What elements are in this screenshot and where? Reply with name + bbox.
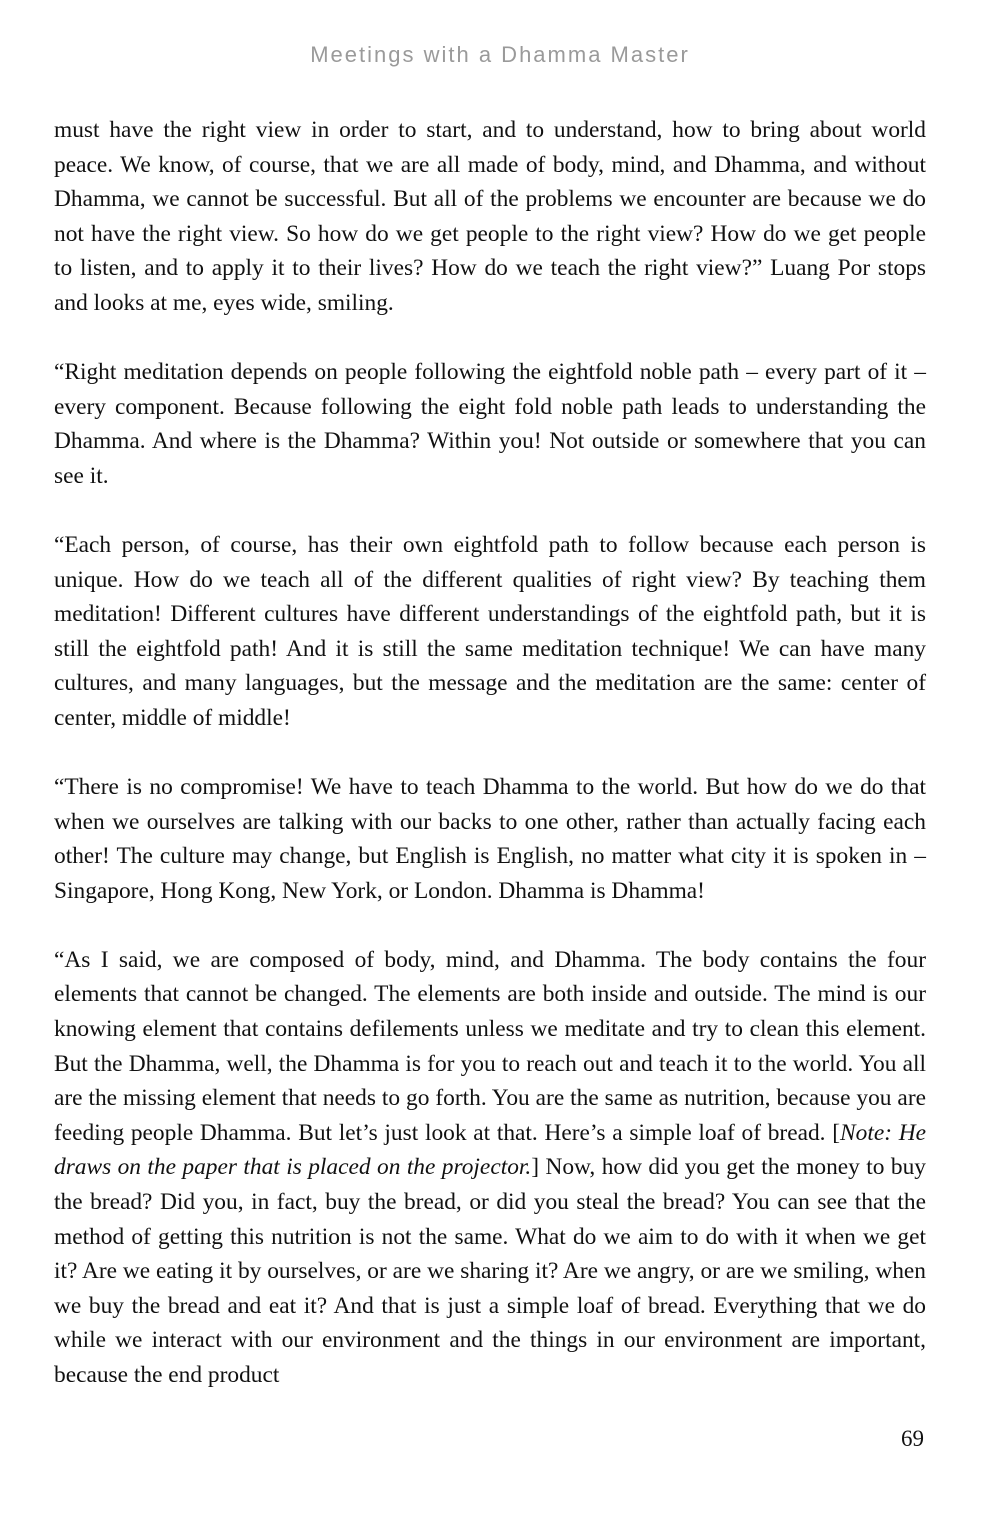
paragraph: “Right meditation depends on people following the eightfold noble path – every part of it – every component. Because following the eight fold noble path leads to understanding the Dhamma. And where is the Dhamma? Within you! Not outside or somewhere that you can see it.	[54, 359, 926, 489]
page-body	[54, 113, 926, 1393]
paragraph: “Each person, of course, has their own eightfold path to follow because each person is unique. How do we teach all of the different qualities of right view? By teaching them meditation! Different cultures have different understandings of the eightfold path, but it is still the eightfold path! And it is still the same meditation technique! We can have many cultures, and many languages, but the message and the meditation are the same: center of center, middle of middle!	[54, 531, 926, 731]
paragraph: must have the right view in order to start, and to understand, how to bring about world peace. We know, of course, that we are all made of body, mind, and Dhamma, and without Dhamma, we cannot be successful. But all of the problems we encounter are because we do not have the right view. So how do we get people to the right view? How do we get people to listen, and to apply it to their lives? How do we teach the right view?” Luang Por stops and looks at me, eyes wide, smiling.	[54, 117, 926, 316]
editorial-note: Note: He draws on the paper that is placed on the projector.	[54, 1119, 926, 1181]
note-bracket-close: ]	[531, 1154, 540, 1181]
page-number: 69	[901, 1426, 924, 1451]
paragraph: “There is no compromise! We have to teach Dhamma to the world. But how do we do that when we ourselves are talking with our backs to one other, rather than actually facing each other! The culture may change, but English is English, no matter what city it is spoken in – Singapore, Hong Kong, New York, or London. Dhamma is Dhamma!	[54, 774, 926, 904]
paragraph	[54, 943, 926, 1393]
note-bracket-open: [	[832, 1119, 841, 1146]
paragraph-text: Now, how did you get the money to buy the bread? Did you, in fact, buy the bread, or did you steal the bread? You can see that the method of getting this nutrition is not the same. What do we aim to do with it when we get it? Are we eating it by ourselves, or are we sharing it? Are we angry, or are we smiling, when we buy the bread and eat it? And that is just a simple loaf of bread. Everything that we do while we interact with our environment and the things in our environment are important, because the end product	[54, 1154, 926, 1388]
paragraph-text: “As I said, we are composed of body, mind, and Dhamma. The body contains the four elements that cannot be changed. The elements are both inside and outside. The mind is our knowing element that contains defilements unless we meditate and try to clean this element. But the Dhamma, well, the Dhamma is for you to reach out and teach it to the world. You all are the missing element that needs to go forth. You are the same as nutrition, because you are feeding people Dhamma. But let’s just look at that. Here’s a simple loaf of bread.	[54, 946, 926, 1146]
running-head: Meetings with a Dhamma Master	[310, 42, 690, 67]
